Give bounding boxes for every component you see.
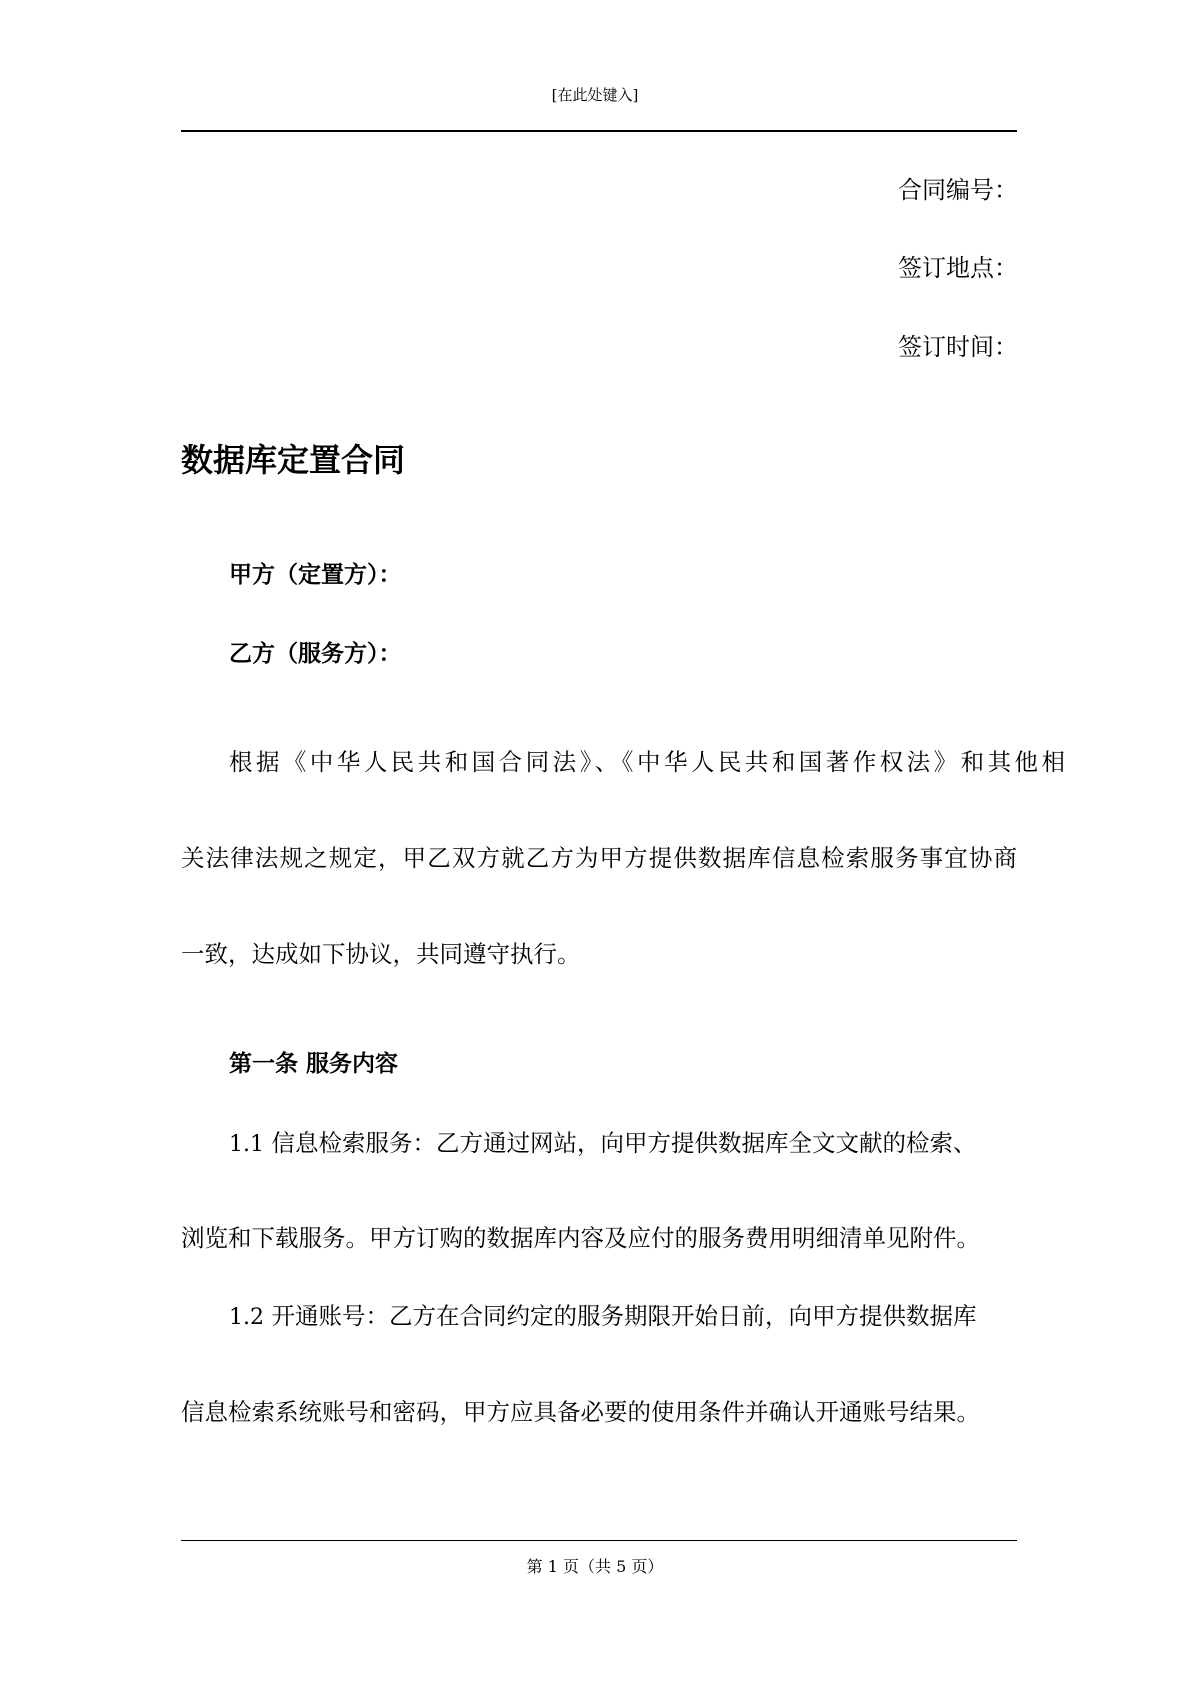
party-a-label: 甲方（定置方）： xyxy=(229,562,402,588)
clause-1-2-line-1 xyxy=(181,1301,1065,1333)
signing-time-label: 签订时间： xyxy=(898,333,1018,361)
footer-divider xyxy=(181,1540,1017,1541)
contract-number-label: 合同编号： xyxy=(898,176,1018,204)
party-b-label: 乙方（服务方）： xyxy=(229,641,402,667)
clause-1-1-line-1 xyxy=(181,1128,1065,1160)
clause-1-2-number: 1.2 xyxy=(229,1305,264,1330)
document-title: 数据库定置合同 xyxy=(181,441,406,479)
page-number-footer: 第 1 页（共 5 页） xyxy=(526,1557,664,1576)
preamble-line-1: 根据《中华人民共和国合同法》、《中华人民共和国著作权法》和其他相 xyxy=(229,748,1065,776)
header-divider xyxy=(181,130,1017,132)
clause-1-2-line-2: 信息检索系统账号和密码，甲方应具备必要的使用条件并确认开通账号结果。 xyxy=(181,1398,980,1426)
clause-1-2-text: 开通账号：乙方在合同约定的服务期限开始日前，向甲方提供数据库 xyxy=(271,1302,977,1330)
signing-place-label: 签订地点： xyxy=(898,254,1018,282)
preamble-line-2: 关法律法规之规定，甲乙双方就乙方为甲方提供数据库信息检索服务事宜协商 xyxy=(181,844,1017,872)
clause-1-1-text: 信息检索服务：乙方通过网站，向甲方提供数据库全文文献的检索、 xyxy=(271,1129,977,1157)
clause-1-1-line-2: 浏览和下载服务。甲方订购的数据库内容及应付的服务费用明细清单见附件。 xyxy=(181,1224,980,1252)
clause-1-1-number: 1.1 xyxy=(229,1132,264,1157)
page-header-text[interactable]: [在此处键入] xyxy=(551,86,639,104)
section-1-title: 第一条 服务内容 xyxy=(229,1051,399,1077)
preamble-line-3: 一致，达成如下协议，共同遵守执行。 xyxy=(181,940,581,968)
